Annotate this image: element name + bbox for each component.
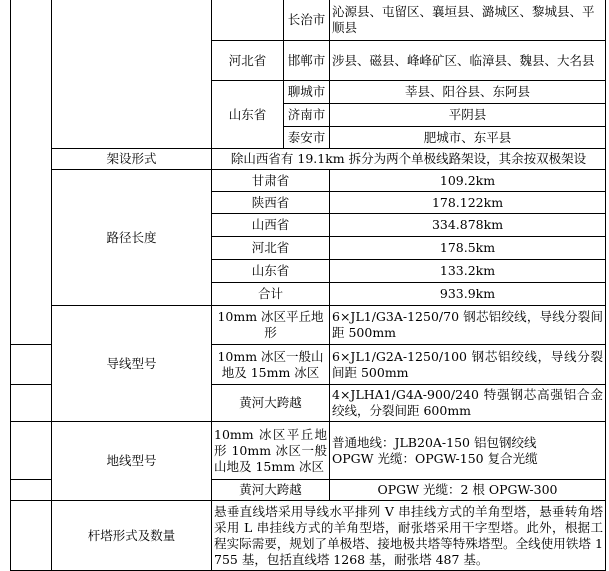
city-cell: 聊城市 [284,81,330,104]
province-cell: 山东省 [212,81,284,149]
condition-cell: 10mm 冰区平丘地形 10mm 冰区一般山地及 15mm 冰区 [212,422,330,480]
length-cell: 109.2km [330,170,606,192]
row-label: 架设形式 [52,149,212,170]
city-cell: 泰安市 [284,127,330,149]
county-cell: 莘县、阳谷县、东阿县 [330,81,606,104]
row-value: 除山西省有 19.1km 拆分为两个单极线路架设，其余按双极架设 [212,149,606,170]
province-cell: 山西省 [212,214,330,237]
length-cell: 178.122km [330,192,606,214]
city-cell: 邯郸市 [284,41,330,81]
table-row [11,306,606,345]
ground-wire-line: OPGW 光缆：OPGW-150 复合光缆 [332,450,538,466]
condition-cell: 黄河大跨越 [212,480,330,501]
province-cell: 河北省 [212,237,330,260]
length-cell: 933.9km [330,283,606,306]
county-cell: 肥城市、东平县 [330,127,606,149]
row-label: 导线型号 [52,306,212,422]
blank-cell [11,480,52,501]
condition-cell: 10mm 冰区平丘地形 [212,306,330,345]
row-label: 地线型号 [52,422,212,501]
table-row [11,422,606,480]
province-cell: 河北省 [212,41,284,81]
province-cell: 甘肃省 [212,170,330,192]
conductor-spec-cell: 6×JL1/G3A-1250/70 钢芯铝绞线，导线分裂间距 500mm [330,306,606,345]
blank-cell [11,0,52,345]
table-row [11,0,606,41]
length-cell: 334.878km [330,214,606,237]
row-label: 路径长度 [52,170,212,306]
blank-cell [11,385,52,422]
blank-cell [52,0,212,149]
city-cell: 长治市 [284,0,330,41]
length-cell: 133.2km [330,260,606,283]
ground-wire-spec-cell: OPGW 光缆：2 根 OPGW-300 [330,480,606,501]
blank-cell [11,501,52,571]
length-cell: 178.5km [330,237,606,260]
row-label: 杆塔形式及数量 [52,501,212,571]
blank-cell [11,422,52,480]
table-row [11,149,606,170]
province-cell: 山东省 [212,260,330,283]
county-cell: 平阴县 [330,104,606,127]
total-cell: 合计 [212,283,330,306]
conductor-spec-cell: 4×JLHA1/G4A-900/240 特强钢芯高强铝合金绞线，分裂间距 600mm [330,385,606,422]
county-cell: 涉县、磁县、峰峰矿区、临漳县、魏县、大名县 [330,41,606,81]
province-cell: 陕西省 [212,192,330,214]
ground-wire-line: 普通地线：JLB20A-150 铝包钢绞线 [332,434,537,450]
table-row [11,501,606,571]
blank-cell [212,0,284,41]
table-row [11,170,606,192]
conductor-spec-cell: 6×JL1/G2A-1250/100 钢芯铝绞线，导线分裂间距 500mm [330,345,606,385]
condition-cell: 10mm 冰区一般山地及 15mm 冰区 [212,345,330,385]
condition-cell: 黄河大跨越 [212,385,330,422]
tower-description-cell: 悬垂直线塔采用导线水平排列 V 串挂线方式的羊角型塔，悬垂转角塔采用 L 串挂线方式的羊角型塔，耐张塔采用干字型塔。此外，根据工程实际需要，规划了单极塔、接地极共塔等特殊塔型。全线使用铁塔 1755 基，包括直线塔 1268 基，耐张塔 487 基。 [212,501,606,571]
blank-cell [11,345,52,385]
city-cell: 济南市 [284,104,330,127]
project-parameter-table [10,0,606,571]
ground-wire-spec-cell [330,422,606,480]
county-cell: 沁源县、屯留区、襄垣县、潞城区、黎城县、平顺县 [330,0,606,41]
